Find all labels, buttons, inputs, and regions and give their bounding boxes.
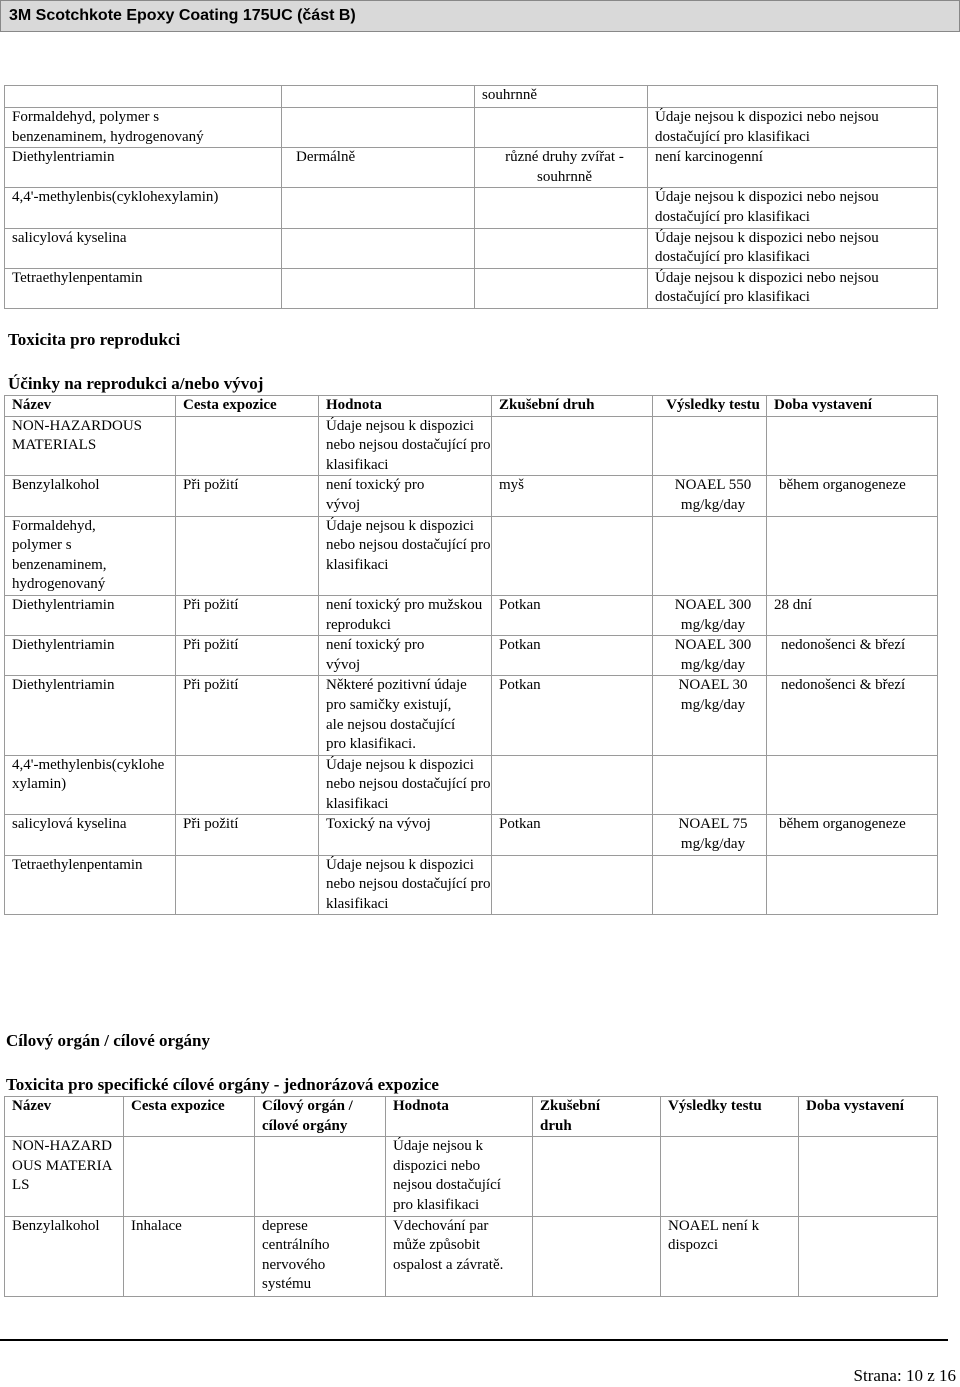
table-cell: Potkan [492, 676, 653, 755]
subsection-heading-single-exposure: Toxicita pro specifické cílové orgány - jednorázová expozice [6, 1075, 439, 1094]
table-cell: 4,4'-methylenbis(cyklohexylamin) [5, 755, 176, 815]
table-cell: během organogeneze [767, 476, 938, 516]
table-row [5, 1137, 938, 1216]
column-header: Název [5, 396, 176, 417]
table-cell [282, 228, 475, 268]
table-cell: Potkan [492, 636, 653, 676]
table-cell [648, 86, 938, 108]
table-cell: Dermálně [282, 148, 475, 188]
table-row [5, 1216, 938, 1296]
table-cell: NOAEL 30 mg/kg/day [653, 676, 767, 755]
table-header-row [5, 396, 938, 417]
column-header: Zkušební druh [533, 1097, 661, 1137]
table-cell: Inhalace [124, 1216, 255, 1296]
column-header: Cílový orgán / cílové orgány [255, 1097, 386, 1137]
column-header: Cesta expozice [176, 396, 319, 417]
table-cell: salicylová kyselina [5, 228, 282, 268]
table-row [5, 188, 938, 228]
table-cell: Údaje nejsou k dispozici nebo nejsou dostačující pro klasifikaci [648, 268, 938, 308]
table-cell [653, 855, 767, 915]
table-cell [475, 188, 648, 228]
table-cell: není toxický pro mužskou reprodukci [319, 595, 492, 635]
document-header-bar [0, 0, 960, 32]
table-cell: Diethylentriamin [5, 595, 176, 635]
table-cell [176, 516, 319, 595]
table-cell: Diethylentriamin [5, 676, 176, 755]
table-cell: NON-HAZARDOUS MATERIALS [5, 416, 176, 476]
table-cell [492, 416, 653, 476]
table-cell [255, 1137, 386, 1216]
table-cell [653, 416, 767, 476]
table-cell: NOAEL 300 mg/kg/day [653, 595, 767, 635]
table-cell: Při požití [176, 636, 319, 676]
table-cell [799, 1137, 938, 1216]
table-cell: Údaje nejsou k dispozici nebo nejsou dostačující pro klasifikaci [648, 108, 938, 148]
table-cell [475, 268, 648, 308]
table-row [5, 815, 938, 855]
table-row [5, 755, 938, 815]
table-cell [282, 86, 475, 108]
table-row [5, 595, 938, 635]
table-cell [176, 755, 319, 815]
section-heading-reproduction: Toxicita pro reprodukci [8, 330, 181, 349]
table-cell: souhrnně [475, 86, 648, 108]
target-organ-table [4, 1096, 938, 1297]
document-title: 3M Scotchkote Epoxy Coating 175UC (část B) [9, 7, 356, 24]
table-cell: Benzylalkohol [5, 476, 176, 516]
table-row [5, 676, 938, 755]
table-cell [653, 755, 767, 815]
table-cell: deprese centrálního nervového systému [255, 1216, 386, 1296]
table-cell: NON-HAZARDOUS MATERIALS [5, 1137, 124, 1216]
table-cell [492, 855, 653, 915]
column-header: Cesta expozice [124, 1097, 255, 1137]
table-cell: Při požití [176, 595, 319, 635]
page-number: Strana: 10 z 16 [853, 1366, 956, 1385]
table-cell: Formaldehyd, polymer s benzenaminem, hydrogenovaný [5, 516, 176, 595]
table-cell [176, 416, 319, 476]
table-cell: není toxický pro vývoj [319, 636, 492, 676]
table-cell: Údaje nejsou k dispozici nebo nejsou dostačující pro klasifikaci [386, 1137, 533, 1216]
table-cell: Diethylentriamin [5, 148, 282, 188]
table-cell [533, 1216, 661, 1296]
column-header: Doba vystavení [767, 396, 938, 417]
table-cell: Formaldehyd, polymer s benzenaminem, hydrogenovaný [5, 108, 282, 148]
table-cell: 28 dní [767, 595, 938, 635]
table-cell: 4,4'-methylenbis(cyklohexylamin) [5, 188, 282, 228]
column-header: Zkušební druh [492, 396, 653, 417]
table-cell: Při požití [176, 815, 319, 855]
column-header: Hodnota [319, 396, 492, 417]
table-cell: Údaje nejsou k dispozici nebo nejsou dostačující pro klasifikaci [648, 188, 938, 228]
table-cell [767, 516, 938, 595]
table-cell [533, 1137, 661, 1216]
table-cell: Vdechování par může způsobit ospalost a závratě. [386, 1216, 533, 1296]
table-cell: nedonošenci & březí [767, 676, 938, 755]
table-cell [767, 855, 938, 915]
table-cell: Některé pozitivní údaje pro samičky existují, ale nejsou dostačující pro klasifikaci. [319, 676, 492, 755]
table-cell: Při požití [176, 476, 319, 516]
table-cell: Při požití [176, 676, 319, 755]
table-row [5, 416, 938, 476]
section-heading-target-organs: Cílový orgán / cílové orgány [6, 1031, 210, 1050]
table-cell [767, 416, 938, 476]
table-row [5, 108, 938, 148]
table-row [5, 476, 938, 516]
table-cell: Diethylentriamin [5, 636, 176, 676]
table-row [5, 855, 938, 915]
table-cell: NOAEL není k dispozci [661, 1216, 799, 1296]
reproduction-table [4, 395, 938, 915]
column-header: Hodnota [386, 1097, 533, 1137]
table-cell: Tetraethylenpentamin [5, 268, 282, 308]
footer-divider [0, 1339, 948, 1341]
table-cell [5, 86, 282, 108]
table-cell: Benzylalkohol [5, 1216, 124, 1296]
table-row [5, 268, 938, 308]
table-cell: Údaje nejsou k dispozici nebo nejsou dostačující pro klasifikaci [319, 755, 492, 815]
table-cell [475, 228, 648, 268]
table-cell: Údaje nejsou k dispozici nebo nejsou dostačující pro klasifikaci [648, 228, 938, 268]
table-row [5, 228, 938, 268]
column-header: Název [5, 1097, 124, 1137]
table-cell [475, 108, 648, 148]
table-cell: Údaje nejsou k dispozici nebo nejsou dostačující pro klasifikaci [319, 516, 492, 595]
carcinogenicity-table [4, 85, 938, 309]
table-cell: Údaje nejsou k dispozici nebo nejsou dostačující pro klasifikaci [319, 416, 492, 476]
table-cell [282, 108, 475, 148]
table-row [5, 86, 938, 108]
table-row [5, 148, 938, 188]
table-cell [492, 755, 653, 815]
table-row [5, 516, 938, 595]
table-row [5, 636, 938, 676]
table-cell [653, 516, 767, 595]
table-cell: NOAEL 550 mg/kg/day [653, 476, 767, 516]
table-cell [492, 516, 653, 595]
column-header: Doba vystavení [799, 1097, 938, 1137]
table-cell: Potkan [492, 815, 653, 855]
table-cell [799, 1216, 938, 1296]
table-cell: salicylová kyselina [5, 815, 176, 855]
table-cell [124, 1137, 255, 1216]
table-cell [661, 1137, 799, 1216]
table-cell [282, 268, 475, 308]
table-cell: myš [492, 476, 653, 516]
table-cell [282, 188, 475, 228]
table-cell: není karcinogenní [648, 148, 938, 188]
table-cell: NOAEL 75 mg/kg/day [653, 815, 767, 855]
table-cell: Potkan [492, 595, 653, 635]
table-cell [767, 755, 938, 815]
column-header: Výsledky testu [661, 1097, 799, 1137]
column-header: Výsledky testu [653, 396, 767, 417]
table-cell: Údaje nejsou k dispozici nebo nejsou dostačující pro klasifikaci [319, 855, 492, 915]
table-cell: Toxický na vývoj [319, 815, 492, 855]
table-cell [176, 855, 319, 915]
table-header-row [5, 1097, 938, 1137]
table-cell: není toxický pro vývoj [319, 476, 492, 516]
table-cell: NOAEL 300 mg/kg/day [653, 636, 767, 676]
table-cell: různé druhy zvířat - souhrnně [475, 148, 648, 188]
table-cell: během organogeneze [767, 815, 938, 855]
subsection-heading-reproduction-effects: Účinky na reprodukci a/nebo vývoj [8, 374, 264, 393]
table-cell: Tetraethylenpentamin [5, 855, 176, 915]
table-cell: nedonošenci & březí [767, 636, 938, 676]
